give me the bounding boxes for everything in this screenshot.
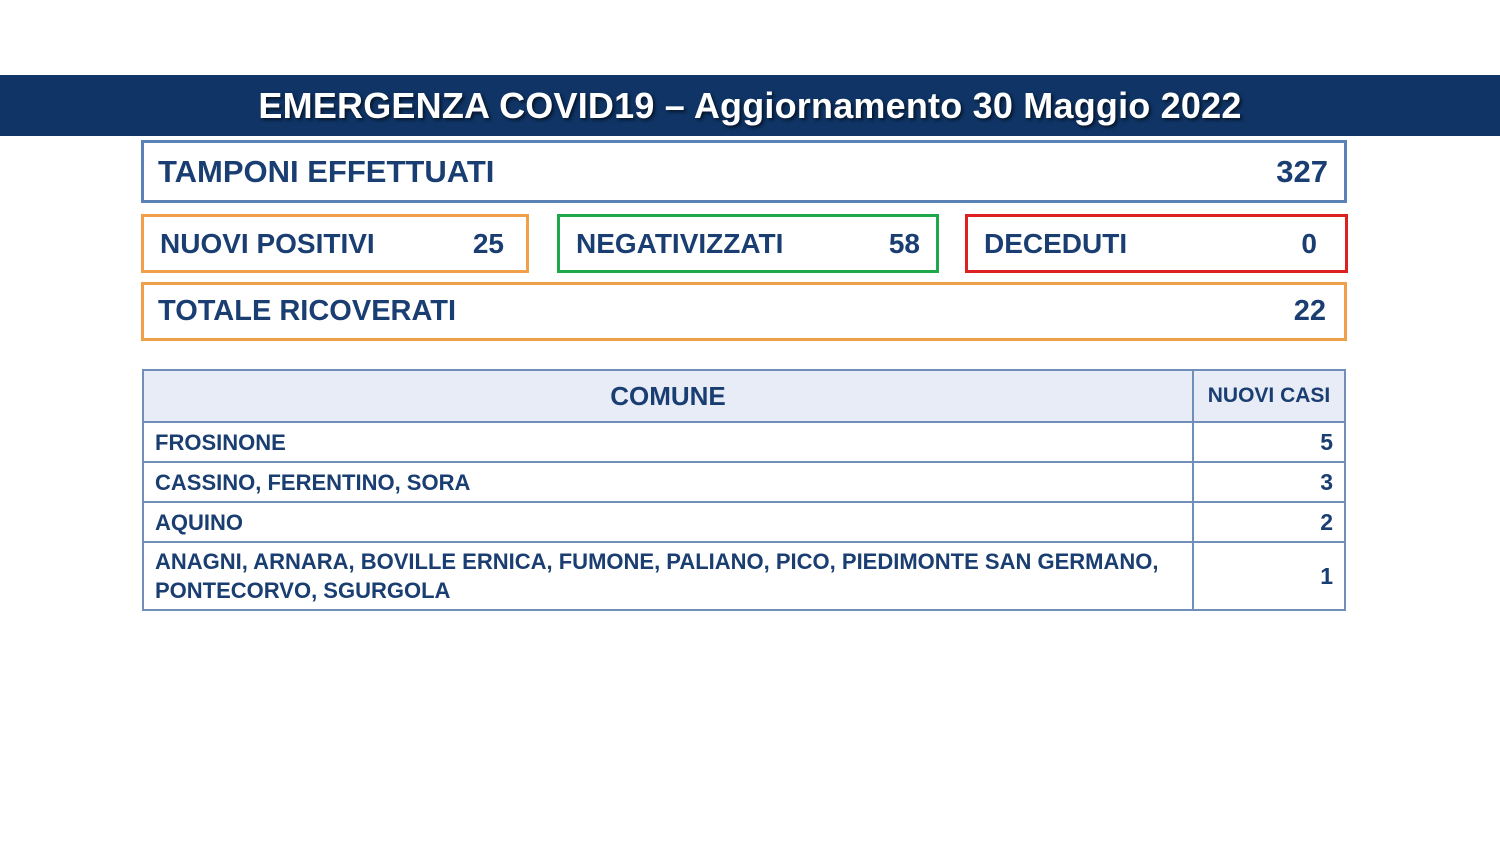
table-row [143,462,1345,502]
comune-cell: ANAGNI, ARNARA, BOVILLE ERNICA, FUMONE, PALIANO, PICO, PIEDIMONTE SAN GERMANO, PONTECORVO, SGURGOLA [143,542,1193,610]
comune-cell: FROSINONE [143,422,1193,462]
negativizzati-label: NEGATIVIZZATI [576,227,784,259]
totale-ricoverati-value: 22 [1293,295,1326,327]
nuovi-positivi-value: 25 [472,227,504,259]
nuovi-casi-cell: 3 [1193,462,1345,502]
comune-cell: CASSINO, FERENTINO, SORA [143,462,1193,502]
comune-column-header: COMUNE [143,370,1193,422]
table-row [143,502,1345,542]
negativizzati-value: 58 [888,227,920,259]
comuni-table [142,369,1346,611]
deceduti-box [965,214,1348,273]
tamponi-value: 327 [1276,153,1328,189]
nuovi-casi-cell: 1 [1193,542,1345,610]
table-row [143,422,1345,462]
deceduti-label: DECEDUTI [984,227,1128,259]
nuovi-casi-column-header: NUOVI CASI [1193,370,1345,422]
nuovi-positivi-box [141,214,529,273]
table-header-row [143,370,1345,422]
header-banner [0,75,1500,136]
negativizzati-box [557,214,939,273]
totale-ricoverati-label: TOTALE RICOVERATI [158,295,457,327]
table-row [143,542,1345,610]
tamponi-label: TAMPONI EFFETTUATI [158,153,495,189]
tamponi-box [141,140,1347,203]
nuovi-casi-cell: 5 [1193,422,1345,462]
nuovi-casi-cell: 2 [1193,502,1345,542]
comune-cell: AQUINO [143,502,1193,542]
totale-ricoverati-box [141,282,1347,341]
nuovi-positivi-label: NUOVI POSITIVI [160,227,375,259]
page-title: EMERGENZA COVID19 – Aggiornamento 30 Maggio 2022 [258,84,1242,126]
deceduti-value: 0 [1301,227,1317,259]
